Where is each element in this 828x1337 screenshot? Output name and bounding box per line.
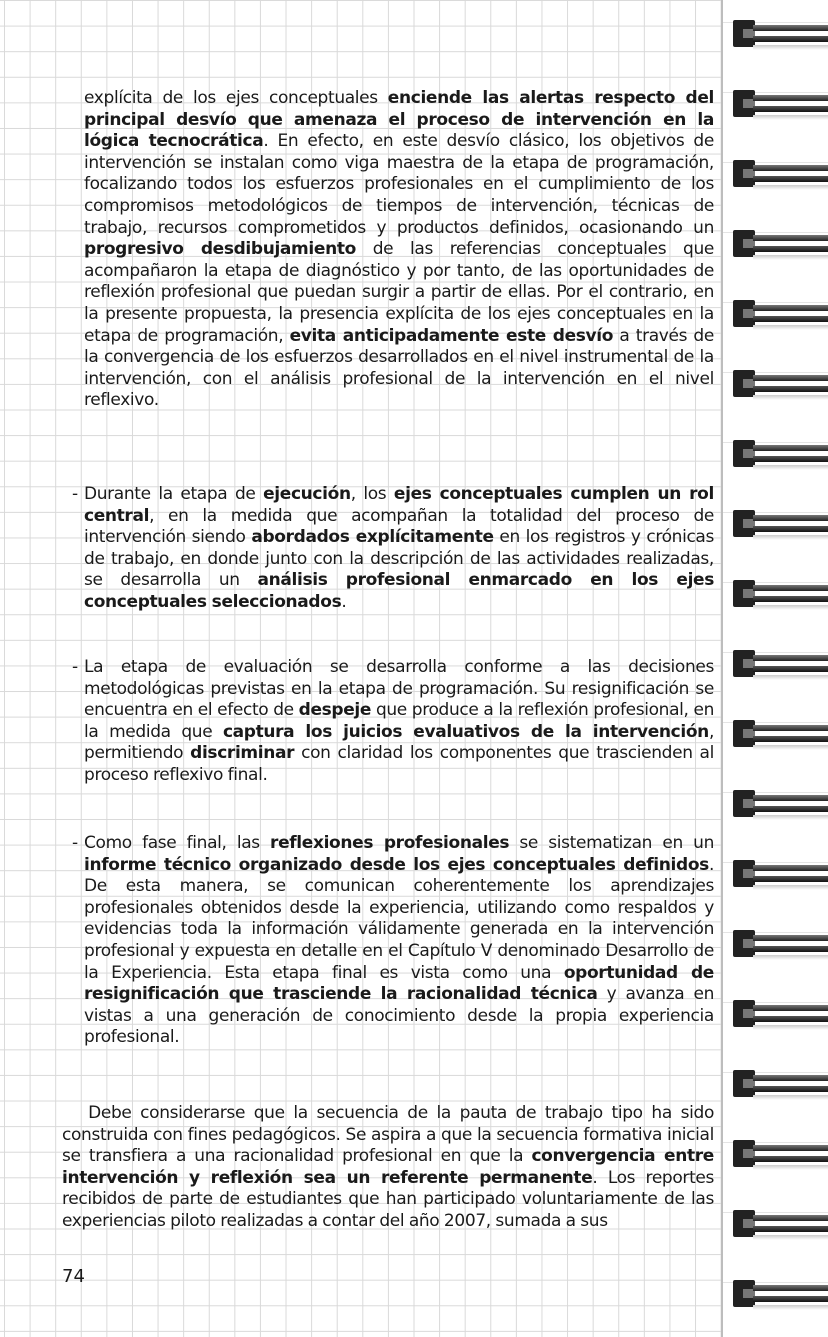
spiral-ring-icon <box>733 580 828 610</box>
text: con claridad los componentes que trascienden al proceso reflexivo final. <box>84 743 714 785</box>
bold-text: enciende las alertas respecto del principal desvío que amenaza el proceso de intervención en la lógica tecnocrática <box>84 88 715 152</box>
text: La etapa de evaluación se desarrolla conforme a las decisiones metodológicas previstas en la etapa de programación. Su resignificación se encuentra en el efecto de <box>84 657 714 721</box>
bold-text: oportunidad de resignificación que trasciende la racionalidad técnica <box>84 962 714 1005</box>
spiral-ring-icon <box>733 20 828 50</box>
spiral-ring-icon <box>733 230 828 260</box>
spiral-ring-icon <box>733 930 828 960</box>
spiral-ring-icon <box>733 1210 828 1240</box>
text: Durante la etapa de <box>84 484 264 504</box>
bullet-dash: - <box>72 484 78 504</box>
text: en los registros y crónicas de trabajo, en donde junto con la descripción de las actividades realizadas, se desarrolla un <box>84 527 715 591</box>
paragraph-conclusion <box>62 1103 714 1233</box>
text: . De esta manera, se comunican coherentemente los aprendizajes profesionales obtenidos desde la experiencia, utilizando como respaldos y evidencias toda la información válidamente generada en la intervención profesional y expuesta en detalle en el Capítulo V denominado Desarrollo de la Experiencia. Esta etapa final es vista como una <box>84 854 714 983</box>
text: a través de la convergencia de los esfuerzos desarrollados en el nivel instrumental de la intervención, con el análisis profesional de la intervención en el nivel reflexivo. <box>84 325 714 411</box>
spiral-ring-icon <box>733 1000 828 1030</box>
bold-text: evita anticipadamente este desvío <box>289 325 614 346</box>
text: Como fase final, las <box>84 833 271 853</box>
text: . Los reportes recibidos de parte de estudiantes que han participado voluntariamente de las experiencias piloto realizadas a contar del año 2007, sumada a sus <box>62 1167 714 1231</box>
text: , los <box>350 484 394 504</box>
bold-text: captura los juicios evaluativos de la intervención <box>222 721 709 742</box>
bold-text: ejes conceptuales cumplen un rol central <box>84 484 714 526</box>
bold-text: informe técnico organizado desde los ejes conceptuales definidos <box>84 854 709 875</box>
bold-text: progresivo desdibujamiento <box>84 239 356 260</box>
spiral-ring-icon <box>733 790 828 820</box>
spiral-ring-icon <box>733 90 828 120</box>
spiral-ring-icon <box>733 650 828 680</box>
text: Debe considerarse que la secuencia de la pauta de trabajo tipo ha sido construida con fines pedagógicos. Se aspira a que la secuencia formativa inicial se transfiera a una racionalidad profesional en que la <box>62 1103 714 1167</box>
bullet-evaluacion <box>72 657 714 787</box>
spiral-ring-icon <box>733 1070 828 1100</box>
bullet-dash: - <box>72 833 78 853</box>
bullet-fase-final <box>72 833 714 1049</box>
text: . <box>341 591 347 612</box>
spiral-ring-icon <box>733 440 828 470</box>
bold-text: abordados explícitamente <box>251 527 494 548</box>
bold-text: reflexiones profesionales <box>270 833 510 853</box>
bullet-ejecucion <box>72 484 715 614</box>
spiral-ring-icon <box>733 510 828 540</box>
text: explícita de los ejes conceptuales <box>84 88 388 108</box>
bold-text: discriminar <box>190 743 295 764</box>
bold-text: ejecución <box>263 484 351 504</box>
text: de las referencias conceptuales que acompañaron la etapa de diagnóstico y por tanto, de las oportunidades de reflexión profesional que puedan surgir a partir de ellas. Por el contrario, en la presente propuesta, la presencia explícita de los ejes conceptuales en la etapa de programación, <box>84 239 715 346</box>
paragraph-intro <box>84 88 714 412</box>
bold-text: convergencia entre intervención y reflexión sea un referente permanente <box>62 1146 714 1188</box>
text: y avanza en vistas a una generación de conocimiento desde la propia experiencia profesional. <box>84 984 714 1048</box>
text: , en la medida que acompañan la totalidad del proceso de intervención siendo <box>84 505 714 548</box>
bullet-dash: - <box>72 657 78 677</box>
spiral-ring-icon <box>733 1140 828 1170</box>
text: , permitiendo <box>84 721 714 764</box>
spiral-ring-icon <box>733 1280 828 1310</box>
spiral-ring-icon <box>733 720 828 750</box>
spiral-ring-icon <box>733 300 828 330</box>
spiral-ring-icon <box>733 370 828 400</box>
bold-text: análisis profesional enmarcado en los ejes conceptuales seleccionados <box>84 570 714 612</box>
text: . En efecto, en este desvío clásico, los objetivos de intervención se instalan como viga maestra de la etapa de programación, focalizando todos los esfuerzos profesionales en el cumplimiento de los compromisos metodológicos de tiempos de intervención, técnicas de trabajo, recursos comprometidos y productos definidos, ocasionando un <box>84 131 714 238</box>
spiral-ring-icon <box>733 860 828 890</box>
spiral-ring-icon <box>733 160 828 190</box>
text: se sistematizan en un <box>509 833 714 853</box>
text: que produce a la reflexión profesional, en la medida que <box>84 700 714 742</box>
bold-text: despeje <box>298 700 372 721</box>
page-number: 74 <box>62 1266 85 1287</box>
